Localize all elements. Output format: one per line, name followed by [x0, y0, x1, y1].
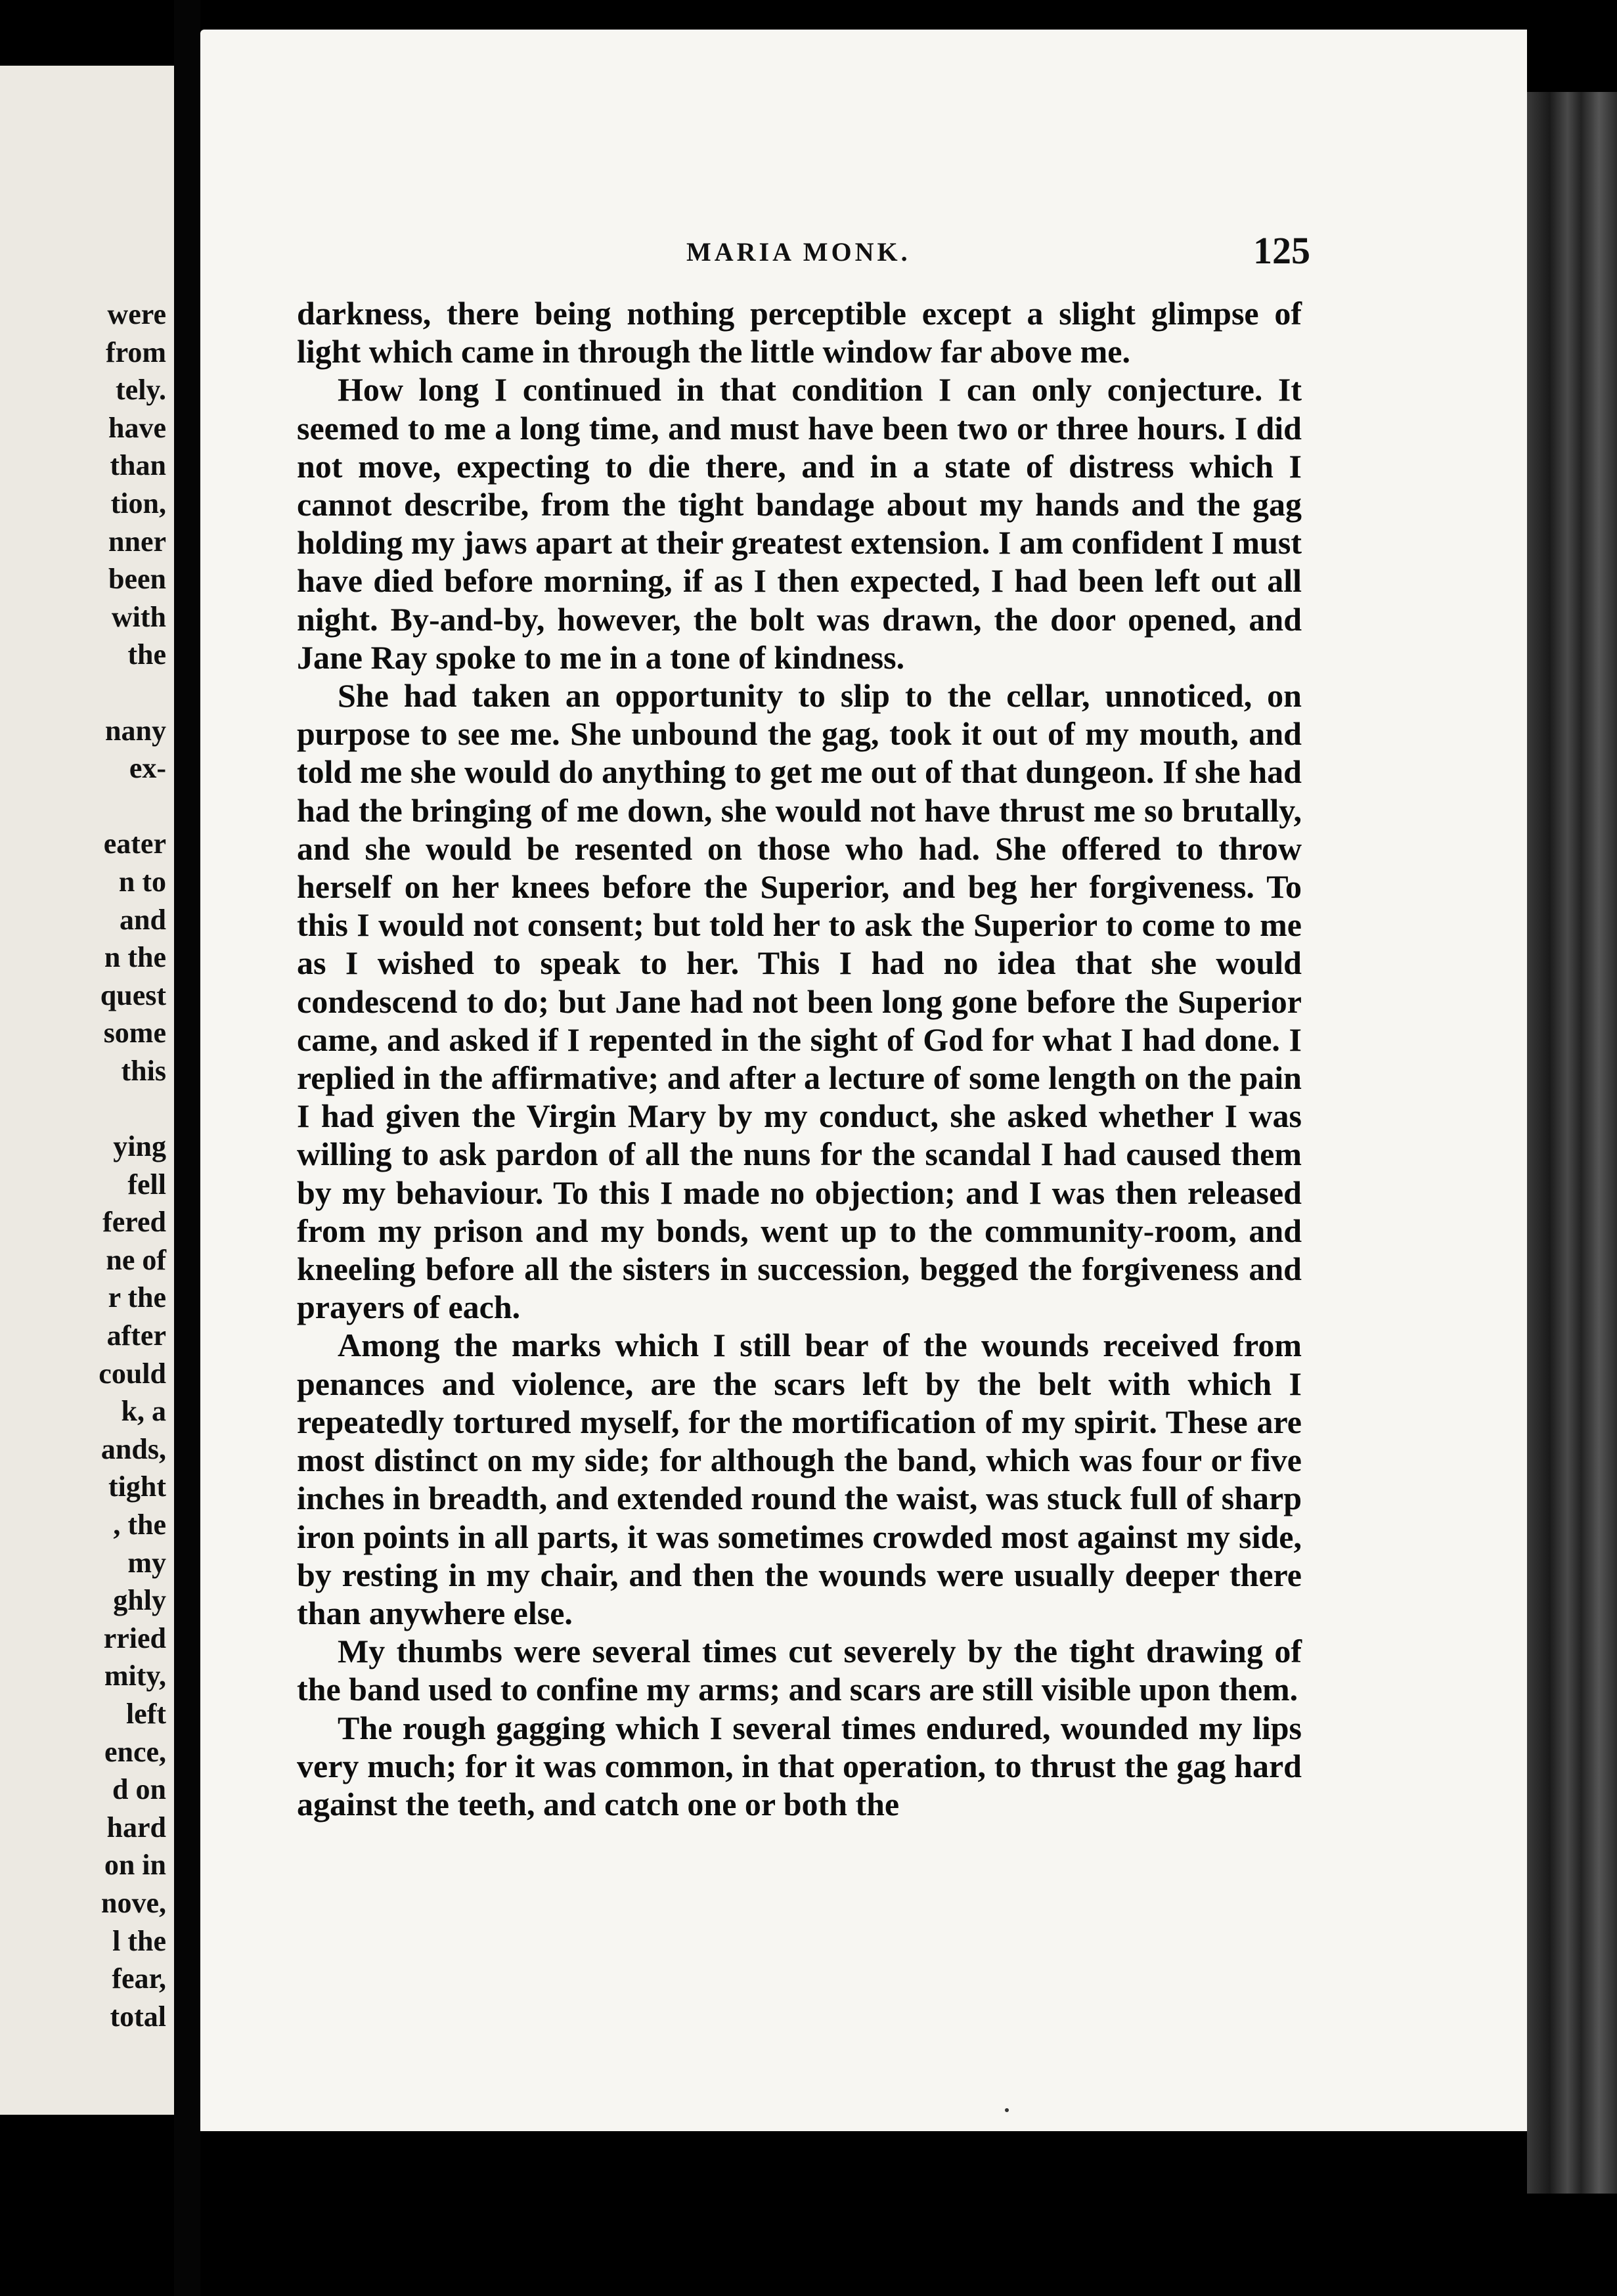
book-gutter: [174, 0, 200, 2296]
paragraph: Among the marks which I still bear of the wounds received from penances and violence, are the scars left by the belt with which I repeatedly tortured myself, for the mortification of my spirit. These are most distinct on my side; for although the band, which was four or five inches in breadth, and extended round the waist, was stuck full of sharp iron points in all parts, it was sometimes crowded most against my side, by resting in my chair, and then the wounds were usually deeper there than anywhere else.: [297, 1327, 1302, 1631]
paragraph: My thumbs were several times cut severely by the tight drawing of the band used to confine my arms; and scars are still visible upon them.: [297, 1633, 1302, 1708]
paragraph: She had taken an opportunity to slip to the cellar, unnoticed, on purpose to see me. She unbound the gag, took it out of my mouth, and told me she would do anything to get me out of that dungeon. If she had had the bringing of me down, she would not have thrust me so brutally, and she would be resented on those who had. She offered to throw herself on her knees before the Superior, and beg her forgiveness. To this I would not consent; but told her to ask the Superior to come to me as I wished to speak to her. This I had no idea that she would condescend to do; but Jane had not been long gone before the Superior came, and asked if I repented in the sight of God for what I had done. I replied in the affirmative; and after a lecture of some length on the pain I had given the Virgin Mary by my conduct, she asked whether I was willing to ask pardon of all the nuns for the scandal I had caused them by my behaviour. To this I made no objection; and I was then released from my prison and my bonds, went up to the community-room, and kneeling before all the sisters in succession, begged the forgiveness and prayers of each.: [297, 677, 1302, 1326]
page-number: 125: [1253, 229, 1310, 272]
body-text: [297, 294, 1302, 1823]
facing-page: [0, 66, 174, 2115]
paragraph: How long I continued in that condition I can only conjecture. It seemed to me a long time, and must have been two or three hours. I did not move, expecting to die there, and in a state of distress which I cannot describe, from the tight bandage about my hands and the gag holding my jaws apart at their greatest extension. I am confident I must have died before morning, if as I then expected, I had been left out all night. By-and-by, however, the bolt was drawn, the door opened, and Jane Ray spoke to me in a tone of kindness.: [297, 371, 1302, 676]
ink-speck: [1005, 2108, 1009, 2112]
paragraph: The rough gagging which I several times endured, wounded my lips very much; for it was common, in that operation, to thrust the gag hard against the teeth, and catch one or both the: [297, 1709, 1302, 1822]
page-edge: [1527, 92, 1617, 2194]
facing-page-text: were from tely. have than tion, nner been with the nany ex- eater n to and n the quest some this ying fell fered ne of r the after could k, a ands, tight , the my ghly rried mity, left ence, d on hard on in nove, l the fear, total: [99, 298, 166, 2033]
paragraph: darkness, there being nothing perceptible except a slight glimpse of light which came in through the little window far above me.: [297, 295, 1302, 370]
running-head: MARIA MONK.: [686, 237, 911, 267]
